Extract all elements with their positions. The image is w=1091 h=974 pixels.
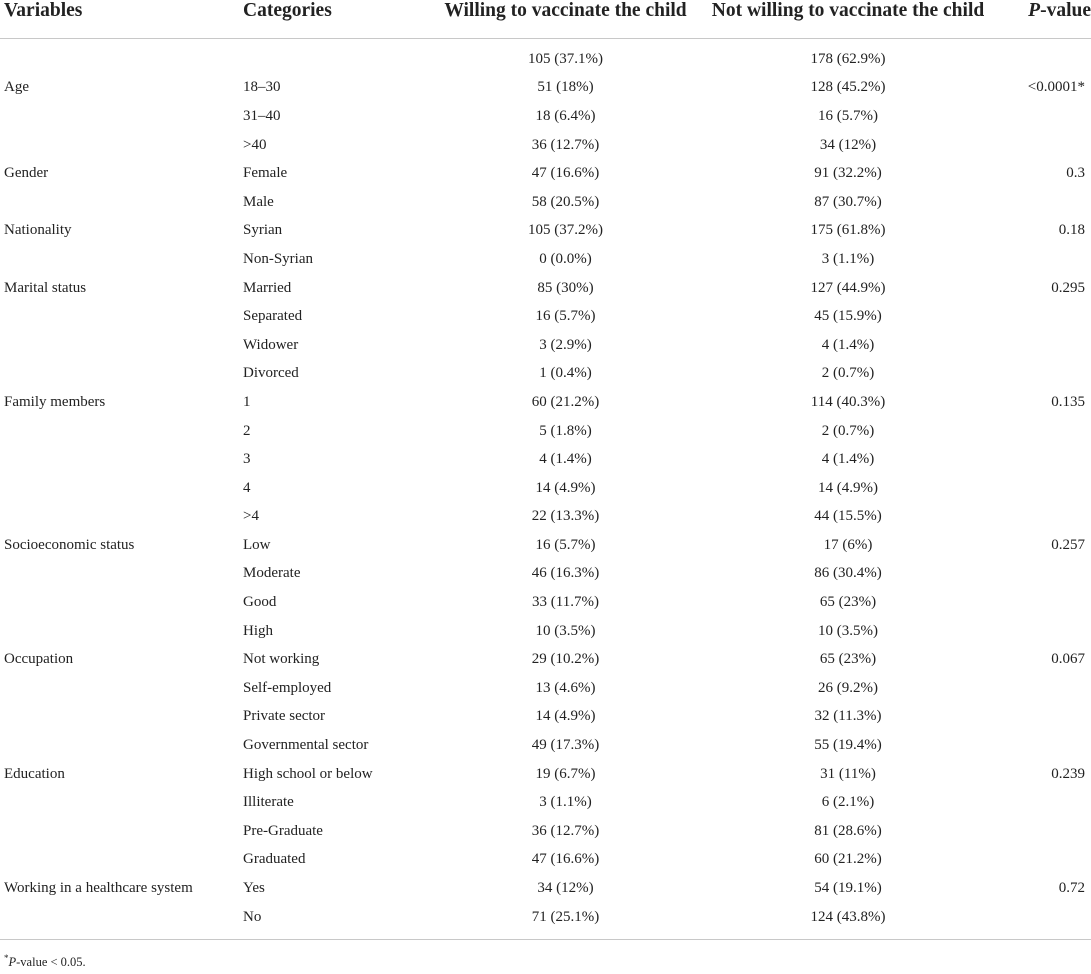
cell-p-value: 0.067 bbox=[1051, 651, 1085, 668]
cell-willing: 13 (4.6%) bbox=[535, 679, 596, 696]
cell-p-value: 0.295 bbox=[1051, 279, 1085, 296]
cell-category: Illiterate bbox=[243, 794, 294, 811]
header-p-rest: -value bbox=[1040, 0, 1091, 21]
table-row bbox=[0, 617, 1091, 646]
cell-not-willing: 86 (30.4%) bbox=[814, 565, 882, 582]
cell-category: Low bbox=[243, 536, 271, 553]
cell-p-value bbox=[998, 788, 1091, 817]
cell-willing: 36 (12.7%) bbox=[531, 822, 600, 839]
table-row bbox=[0, 302, 1091, 331]
cell-variable: Occupation bbox=[4, 651, 74, 668]
cell-category: >4 bbox=[243, 508, 259, 525]
cell-variable: Age bbox=[4, 79, 29, 96]
cell-not-willing: 34 (12%) bbox=[819, 136, 877, 153]
cell-not-willing: 91 (32.2%) bbox=[814, 165, 882, 182]
cell-not-willing: 3 (1.1%) bbox=[821, 250, 875, 267]
cell-willing: 58 (20.5%) bbox=[531, 193, 600, 210]
cell-not-willing: 124 (43.8%) bbox=[698, 903, 998, 940]
table-row bbox=[0, 74, 1091, 103]
cell-willing: 29 (10.2%) bbox=[531, 651, 600, 668]
cell-variable bbox=[0, 245, 243, 274]
cell-not-willing: 87 (30.7%) bbox=[814, 193, 882, 210]
cell-category: >40 bbox=[243, 136, 267, 153]
cell-category: Pre-Graduate bbox=[243, 822, 323, 839]
cell-not-willing: 14 (4.9%) bbox=[818, 479, 878, 496]
cell-willing: 3 (2.9%) bbox=[539, 336, 592, 353]
cell-category: Widower bbox=[243, 336, 299, 353]
cell-not-willing: 65 (23%) bbox=[819, 651, 877, 668]
cell-not-willing: 6 (2.1%) bbox=[821, 794, 875, 811]
cell-willing: 105 (37.1%) bbox=[528, 50, 603, 67]
header-p-italic: P bbox=[1028, 0, 1041, 21]
header-categories: Categories bbox=[243, 0, 433, 39]
cell-category: High bbox=[243, 622, 273, 639]
cell-variable bbox=[0, 846, 243, 875]
table-row bbox=[0, 274, 1091, 303]
cell-willing: 47 (16.6%) bbox=[531, 851, 600, 868]
cell-p-value bbox=[998, 331, 1091, 360]
cell-willing: 1 (0.4%) bbox=[539, 365, 592, 382]
cell-willing: 34 (12%) bbox=[537, 880, 594, 897]
table-row bbox=[0, 817, 1091, 846]
table-row bbox=[0, 245, 1091, 274]
cell-not-willing: 26 (9.2%) bbox=[818, 679, 878, 696]
cell-p-value bbox=[998, 617, 1091, 646]
table-row bbox=[0, 531, 1091, 560]
cell-p-value: 0.257 bbox=[1051, 536, 1085, 553]
cell-variable bbox=[0, 331, 243, 360]
cell-willing: 3 (1.1%) bbox=[539, 794, 592, 811]
cell-variable bbox=[0, 674, 243, 703]
table-row bbox=[0, 188, 1091, 217]
cell-category: Private sector bbox=[243, 708, 326, 725]
cell-variable bbox=[0, 903, 243, 940]
cell-willing: 16 (5.7%) bbox=[535, 308, 596, 325]
cell-p-value bbox=[998, 846, 1091, 875]
cell-not-willing: 55 (19.4%) bbox=[814, 737, 882, 754]
cell-variable: Gender bbox=[4, 165, 49, 182]
cell-variable: Education bbox=[4, 765, 65, 782]
cell-willing: 5 (1.8%) bbox=[539, 422, 592, 439]
cell-willing: 18 (6.4%) bbox=[535, 107, 596, 124]
header-not-willing: Not willing to vaccinate the child bbox=[698, 0, 998, 39]
cell-p-value bbox=[998, 39, 1091, 74]
cell-category: Male bbox=[243, 193, 274, 210]
cell-variable bbox=[0, 788, 243, 817]
cell-variable bbox=[0, 102, 243, 131]
cell-p-value bbox=[998, 588, 1091, 617]
cell-p-value bbox=[998, 731, 1091, 760]
cell-willing: 36 (12.7%) bbox=[531, 136, 600, 153]
cell-not-willing: 178 (62.9%) bbox=[810, 50, 886, 67]
cell-willing: 14 (4.9%) bbox=[535, 708, 596, 725]
cell-category: 2 bbox=[243, 422, 251, 439]
cell-p-value: <0.0001* bbox=[1027, 79, 1085, 96]
cell-p-value bbox=[998, 302, 1091, 331]
table-footnote bbox=[4, 953, 86, 970]
cell-variable bbox=[0, 617, 243, 646]
cell-p-value: 0.72 bbox=[1058, 880, 1085, 897]
cell-variable bbox=[0, 731, 243, 760]
cell-p-value bbox=[998, 817, 1091, 846]
cell-category: High school or below bbox=[243, 765, 373, 782]
table-row bbox=[0, 217, 1091, 246]
cell-variable bbox=[0, 503, 243, 532]
cell-willing: 19 (6.7%) bbox=[535, 765, 596, 782]
table-row bbox=[0, 874, 1091, 903]
cell-category: 18–30 bbox=[243, 79, 281, 96]
table-row bbox=[0, 645, 1091, 674]
cell-variable bbox=[0, 474, 243, 503]
cell-category: No bbox=[243, 903, 433, 940]
cell-not-willing: 44 (15.5%) bbox=[814, 508, 882, 525]
cell-willing: 4 (1.4%) bbox=[539, 451, 592, 468]
cell-not-willing: 127 (44.9%) bbox=[810, 279, 886, 296]
cell-category: 4 bbox=[243, 479, 251, 496]
cell-category: Good bbox=[243, 594, 277, 611]
cell-not-willing: 2 (0.7%) bbox=[821, 365, 875, 382]
cell-variable bbox=[0, 360, 243, 389]
cell-category: Syrian bbox=[243, 222, 283, 239]
cell-p-value bbox=[998, 503, 1091, 532]
cell-p-value bbox=[998, 245, 1091, 274]
cell-not-willing: 81 (28.6%) bbox=[814, 822, 882, 839]
table-row bbox=[0, 360, 1091, 389]
table-row bbox=[0, 417, 1091, 446]
cell-willing: 85 (30%) bbox=[537, 279, 594, 296]
cell-variable: Nationality bbox=[4, 222, 72, 239]
cell-willing: 51 (18%) bbox=[537, 79, 594, 96]
table-row bbox=[0, 159, 1091, 188]
cell-variable: Socioeconomic status bbox=[4, 536, 135, 553]
cell-not-willing: 16 (5.7%) bbox=[818, 107, 878, 124]
table-row bbox=[0, 674, 1091, 703]
footnote-p-italic: P bbox=[8, 955, 17, 970]
cell-p-value bbox=[998, 674, 1091, 703]
cell-variable bbox=[0, 39, 243, 74]
cell-not-willing: 45 (15.9%) bbox=[814, 308, 882, 325]
cell-willing: 105 (37.2%) bbox=[528, 222, 603, 239]
cell-willing: 10 (3.5%) bbox=[535, 622, 596, 639]
cell-p-value bbox=[998, 474, 1091, 503]
cell-not-willing: 114 (40.3%) bbox=[810, 393, 886, 410]
table-row bbox=[0, 445, 1091, 474]
cell-not-willing: 4 (1.4%) bbox=[821, 336, 875, 353]
cell-variable bbox=[0, 302, 243, 331]
cell-category: Not working bbox=[243, 651, 320, 668]
cell-p-value bbox=[998, 417, 1091, 446]
cell-variable bbox=[0, 131, 243, 160]
table-header-row bbox=[0, 0, 1091, 39]
cell-category: Governmental sector bbox=[243, 737, 369, 754]
table-row bbox=[0, 703, 1091, 732]
cell-p-value bbox=[998, 188, 1091, 217]
cell-category: Separated bbox=[243, 308, 303, 325]
table-row bbox=[0, 331, 1091, 360]
header-willing: Willing to vaccinate the child bbox=[433, 0, 698, 39]
table-row bbox=[0, 846, 1091, 875]
cell-not-willing: 54 (19.1%) bbox=[814, 880, 882, 897]
cell-variable bbox=[0, 445, 243, 474]
cell-variable bbox=[0, 188, 243, 217]
cell-category: Self-employed bbox=[243, 679, 332, 696]
cell-category: Married bbox=[243, 279, 292, 296]
cell-category bbox=[243, 39, 433, 74]
cell-not-willing: 17 (6%) bbox=[823, 536, 873, 553]
cell-not-willing: 2 (0.7%) bbox=[821, 422, 875, 439]
table-row bbox=[0, 903, 1091, 940]
cell-willing: 16 (5.7%) bbox=[535, 536, 596, 553]
cell-p-value bbox=[998, 560, 1091, 589]
header-p-value bbox=[998, 0, 1091, 39]
cell-variable bbox=[0, 588, 243, 617]
cell-category: 31–40 bbox=[243, 107, 281, 124]
cell-not-willing: 65 (23%) bbox=[819, 594, 877, 611]
cell-p-value bbox=[998, 102, 1091, 131]
table-row bbox=[0, 39, 1091, 74]
cell-category: Yes bbox=[243, 880, 265, 897]
cell-willing: 60 (21.2%) bbox=[531, 393, 600, 410]
table-row bbox=[0, 560, 1091, 589]
cell-variable bbox=[0, 703, 243, 732]
cell-not-willing: 60 (21.2%) bbox=[814, 851, 882, 868]
cell-variable: Family members bbox=[4, 393, 106, 410]
cell-p-value bbox=[998, 445, 1091, 474]
cell-not-willing: 4 (1.4%) bbox=[821, 451, 875, 468]
table-row bbox=[0, 760, 1091, 789]
table-body bbox=[0, 39, 1091, 940]
cell-category: 1 bbox=[243, 393, 251, 410]
cell-not-willing: 175 (61.8%) bbox=[810, 222, 886, 239]
table-row bbox=[0, 474, 1091, 503]
table-row bbox=[0, 102, 1091, 131]
cell-not-willing: 128 (45.2%) bbox=[810, 79, 886, 96]
cell-willing: 71 (25.1%) bbox=[433, 903, 698, 940]
cell-p-value bbox=[998, 903, 1091, 940]
cell-willing: 46 (16.3%) bbox=[531, 565, 600, 582]
cell-category: Non-Syrian bbox=[243, 250, 313, 267]
header-variables: Variables bbox=[0, 0, 243, 39]
cell-willing: 47 (16.6%) bbox=[531, 165, 600, 182]
cell-not-willing: 10 (3.5%) bbox=[818, 622, 878, 639]
cell-p-value: 0.3 bbox=[1066, 165, 1085, 182]
cell-willing: 22 (13.3%) bbox=[531, 508, 600, 525]
footnote-text: -value < 0.05. bbox=[16, 955, 86, 970]
cell-p-value: 0.18 bbox=[1058, 222, 1085, 239]
cell-variable: Working in a healthcare system bbox=[4, 880, 193, 897]
cell-variable bbox=[0, 417, 243, 446]
cell-category: Divorced bbox=[243, 365, 299, 382]
table-row bbox=[0, 731, 1091, 760]
cell-variable: Marital status bbox=[4, 279, 87, 296]
table-row bbox=[0, 788, 1091, 817]
table-row bbox=[0, 131, 1091, 160]
cell-willing: 49 (17.3%) bbox=[531, 737, 600, 754]
cell-p-value bbox=[998, 360, 1091, 389]
cell-variable bbox=[0, 560, 243, 589]
cell-p-value: 0.135 bbox=[1051, 393, 1085, 410]
table-row bbox=[0, 388, 1091, 417]
table-row bbox=[0, 588, 1091, 617]
cell-p-value bbox=[998, 131, 1091, 160]
cell-category: Graduated bbox=[243, 851, 306, 868]
cell-willing: 0 (0.0%) bbox=[539, 250, 592, 267]
cell-willing: 33 (11.7%) bbox=[532, 594, 599, 611]
cell-not-willing: 32 (11.3%) bbox=[814, 708, 882, 725]
cell-not-willing: 31 (11%) bbox=[820, 765, 876, 782]
cell-willing: 14 (4.9%) bbox=[535, 479, 596, 496]
cell-category: Moderate bbox=[243, 565, 301, 582]
table-row bbox=[0, 503, 1091, 532]
footnote-marker: * bbox=[4, 953, 9, 963]
cell-category: 3 bbox=[243, 451, 251, 468]
cell-p-value bbox=[998, 703, 1091, 732]
cell-variable bbox=[0, 817, 243, 846]
cell-p-value: 0.239 bbox=[1051, 765, 1085, 782]
cell-category: Female bbox=[243, 165, 288, 182]
